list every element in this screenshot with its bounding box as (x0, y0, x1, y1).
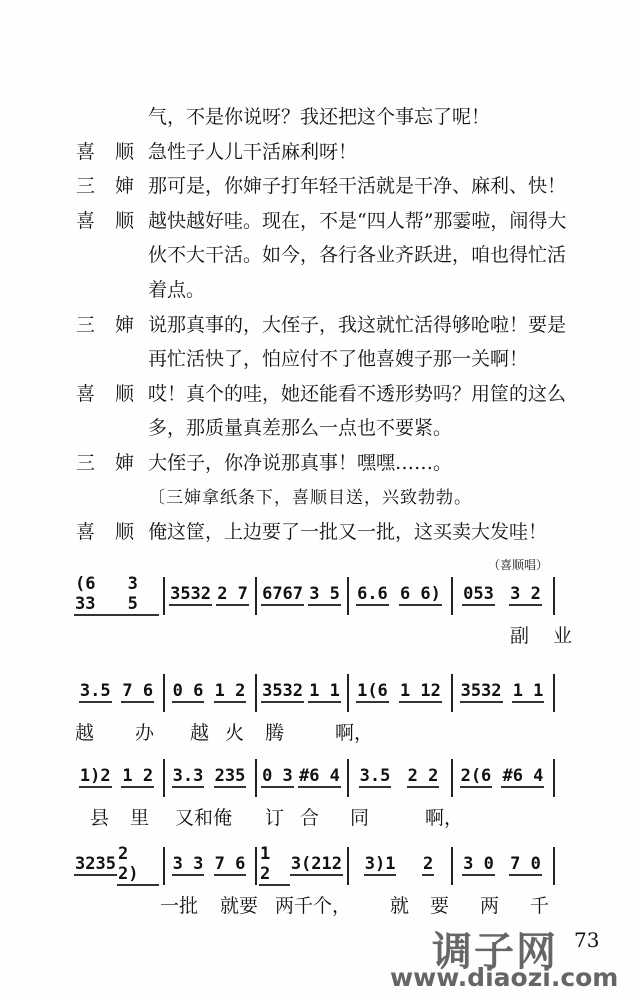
note-group: 3.5 (79, 681, 111, 701)
note-group: 1 2 (214, 681, 246, 701)
measure (74, 757, 159, 797)
line-text: 俺这筐，上边要了一批又一批，这买卖大发哇！ (148, 521, 548, 544)
note-group: 3 0 (463, 854, 494, 874)
measure (167, 757, 251, 797)
barline (553, 847, 555, 885)
measure (351, 672, 447, 712)
lyric: 合 (300, 807, 320, 829)
lyric: 啊， (335, 722, 374, 744)
lyric: 就 (390, 895, 410, 917)
note-group: #6 4 (502, 766, 544, 786)
barline (163, 847, 165, 885)
speaker: 三婶 (76, 452, 155, 474)
measure (74, 575, 159, 615)
line-text: 再忙活快了，怕应付不了他喜嫂子那一关啊！ (148, 348, 529, 371)
measure (74, 845, 159, 885)
note-group: 2(6 (460, 766, 492, 786)
line-text: 大侄子，你净说那真事！嘿嘿……。 (148, 452, 453, 474)
line-text: 气，不是你说呀？我还把这个事忘了呢！ (148, 106, 491, 128)
measure (259, 757, 343, 797)
lyric: 又和俺 (175, 807, 233, 829)
measure (167, 575, 251, 615)
speaker: 喜顺 (76, 209, 155, 232)
note-group: (6 33 (74, 574, 127, 616)
page-number: 73 (574, 928, 600, 952)
barline (255, 577, 257, 615)
note-group: 2 2 (407, 766, 439, 786)
note-group: 2 2) (117, 844, 159, 886)
measure (259, 672, 343, 712)
barline (163, 674, 165, 712)
measure (259, 845, 343, 885)
measure (455, 757, 549, 797)
note-group: #6 4 (298, 766, 340, 786)
measure (455, 672, 549, 712)
lyric: 火 (225, 722, 245, 744)
lyric: 越 (75, 722, 95, 744)
barline (163, 759, 165, 797)
note-group: 0 6 (172, 681, 204, 701)
barline (347, 847, 349, 885)
measure (455, 575, 549, 615)
lyric: 两千个， (275, 895, 352, 917)
barline (553, 577, 555, 615)
note-group: 6.6 (357, 584, 388, 604)
lyric: 千 (530, 895, 550, 917)
measure (74, 672, 159, 712)
speaker: 三婶 (76, 175, 155, 198)
note-group: 3(212 (290, 854, 342, 874)
speaker: 喜顺 (76, 382, 155, 405)
barline (451, 759, 453, 797)
speaker: 喜顺 (76, 140, 155, 163)
barline (347, 759, 349, 797)
lyric: 腾 (265, 722, 285, 744)
barline (451, 577, 453, 615)
measure (351, 575, 447, 615)
lyric: 订 (265, 807, 285, 829)
speaker: 三婶 (76, 313, 155, 336)
measure (167, 845, 251, 885)
note-group: 1)2 (79, 766, 111, 786)
watermark-url: www.diaozi.com (390, 963, 619, 992)
lyric: 啊， (425, 807, 464, 829)
lyric: 同 (350, 807, 370, 829)
barline (255, 674, 257, 712)
line-text: 说那真事的，大侄子，我这就忙活得够呛啦！要是 (148, 313, 567, 336)
barline (255, 847, 257, 885)
lyric: 业 (553, 625, 573, 647)
measure (167, 672, 251, 712)
line-text: 哎！真个的哇，她还能看不透形势吗？用筐的这么 (148, 382, 567, 405)
barline (347, 577, 349, 615)
lyric: 县 (90, 807, 110, 829)
note-group: 3)1 (364, 854, 396, 874)
lyric: 要 (430, 895, 450, 917)
note-group: 1 1 (512, 681, 544, 701)
note-group: 1(6 (357, 681, 388, 701)
note-group: 1 1 (309, 681, 340, 701)
lyric: 里 (130, 807, 150, 829)
note-group: 3.3 (172, 766, 204, 786)
measure (351, 757, 447, 797)
note-group: 3532 (460, 681, 502, 701)
singer-note: （喜顺唱） (488, 558, 549, 572)
line-text: 伙不大干活。如今，各行各业齐跃进，咱也得忙活 (148, 244, 567, 267)
note-group: 053 (463, 584, 494, 604)
note-group: 6767 (262, 584, 304, 604)
lyric: 副 (510, 625, 530, 647)
lyric: 越 (190, 722, 210, 744)
stage-direction: 〔三婶拿纸条下，喜顺目送，兴致勃勃。 (148, 487, 472, 508)
lyric: 两 (480, 895, 500, 917)
line-text: 着点。 (148, 279, 206, 301)
barline (255, 759, 257, 797)
note-group: 7 6 (122, 681, 154, 701)
note-group: 0 3 (262, 766, 293, 786)
note-group: 1 12 (399, 681, 441, 701)
lyric: 办 (135, 722, 155, 744)
note-group: 3 5 (127, 574, 159, 616)
note-group: 3 2 (510, 584, 541, 604)
note-group: 1 2 (259, 844, 290, 886)
measure (455, 845, 549, 885)
note-group: 3532 (262, 681, 304, 701)
note-group: 1 2 (122, 766, 154, 786)
line-text: 多，那质量真差那么一点也不要紧。 (148, 417, 453, 440)
note-group: 7 6 (214, 854, 246, 874)
note-group: 2 (422, 854, 434, 874)
barline (347, 674, 349, 712)
note-group: 6 6) (399, 584, 441, 604)
lyric: 一批 (160, 895, 199, 917)
line-text: 越快越好哇。现在，不是“四人帮”那霎啦，闹得大 (148, 209, 567, 232)
note-group: 3.5 (359, 766, 391, 786)
barline (163, 577, 165, 615)
note-group: 3 3 (172, 854, 204, 874)
note-group: 3235 (75, 854, 116, 874)
line-text: 急性子人儿干活麻利呀！ (148, 140, 358, 163)
barline (451, 674, 453, 712)
watermark-logo: 调子网 (432, 929, 558, 975)
note-group: 3 5 (309, 584, 340, 604)
barline (553, 674, 555, 712)
barline (451, 847, 453, 885)
speaker: 喜顺 (76, 521, 155, 544)
line-text: 那可是，你婶子打年轻干活就是干净、麻利、快！ (148, 175, 567, 198)
barline (553, 759, 555, 797)
note-group: 7 0 (510, 854, 541, 874)
measure (259, 575, 343, 615)
measure (351, 845, 447, 885)
note-group: 3532 (170, 584, 212, 604)
note-group: 235 (214, 766, 246, 786)
lyric: 就要 (220, 895, 259, 917)
note-group: 2 7 (217, 584, 248, 604)
